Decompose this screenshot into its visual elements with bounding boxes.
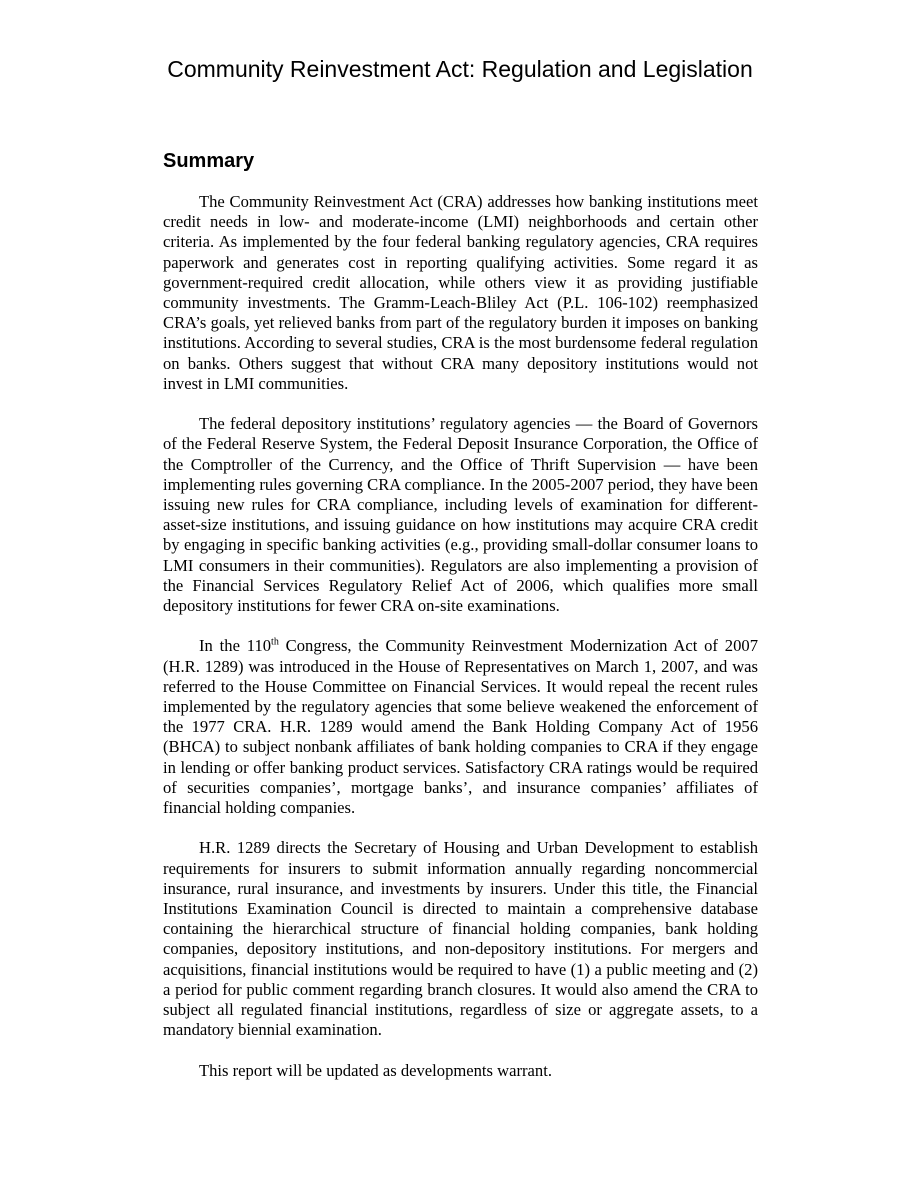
document-title: Community Reinvestment Act: Regulation and Legislation [167,56,753,82]
section-heading-summary: Summary [163,150,255,172]
para3-lead: In the 110 [199,636,272,656]
paragraph-cra-overview: The Community Reinvestment Act (CRA) addresses how banking institutions meet credit needs in low- and moderate-income (LMI) neighborhoods and certain other criteria. As implemented by the four federal banking regulatory agencies, CRA requires paperwork and generates cost in reporting qualifying activities. Some regard it as government-required credit allocation, while others view it as providing justifiable community investments. The Gramm-Leach-Bliley Act (P.L. 106-102) reemphasized CRA’s goals, yet relieved banks from part of the regulatory burden it imposes on banking institutions. According to several studies, CRA is the most burdensome federal regulation on banks. Others suggest that without CRA many depository institutions would not invest in LMI communities. [163,192,758,393]
paragraph-hr1289-directives: H.R. 1289 directs the Secretary of Housing and Urban Development to establish requirements for insurers to submit information annually regarding noncommercial insurance, rural insurance, and investments by insurers. Under this title, the Financial Institutions Examination Council is directed to maintain a comprehensive database containing the hierarchical structure of financial holding companies, bank holding companies, depository institutions, and non-depository institutions. For mergers and acquisitions, financial institutions would be required to have (1) a public meeting and (2) a period for public comment regarding branch closures. It would also amend the CRA to subject all regulated financial institutions, regardless of size or aggregate assets, to a mandatory biennial examination. [163,838,758,1040]
ordinal-superscript: th [271,636,279,648]
paragraph-regulatory-agencies: The federal depository institutions’ regulatory agencies — the Board of Governors of the Federal Reserve System, the Federal Deposit Insurance Corporation, the Office of the Comptroller of the Currency, and the Office of Thrift Supervision — have been implementing rules governing CRA compliance. In the 2005-2007 period, they have been issuing new rules for CRA compliance, including levels of examination for different-asset-size institutions, and issuing guidance on how institutions may acquire CRA credit by engaging in specific banking activities (e.g., providing small-dollar consumer loans to LMI consumers in their communities). Regulators are also implementing a provision of the Financial Services Regulatory Relief Act of 2006, which qualifies more small depository institutions for fewer CRA on-site examinations. [163,414,758,616]
paragraph-110th-congress [163,636,758,818]
para3-rest: Congress, the Community Reinvestment Modernization Act of 2007 (H.R. 1289) was introduced in the House of Representatives on March 1, 2007, and was referred to the House Committee on Financial Services. It would repeal the recent rules implemented by the regulatory agencies that some believe weakened the enforcement of the 1977 CRA. H.R. 1289 would amend the Bank Holding Company Act of 1956 (BHCA) to subject nonbank affiliates of bank holding companies to CRA if they engage in lending or offer banking product services. Satisfactory CRA ratings would be required of securities companies’, mortgage banks’, and insurance companies’ affiliates of financial holding companies. [163,636,758,818]
paragraph-update-note: This report will be updated as developments warrant. [199,1060,552,1080]
summary-body [163,192,758,1101]
